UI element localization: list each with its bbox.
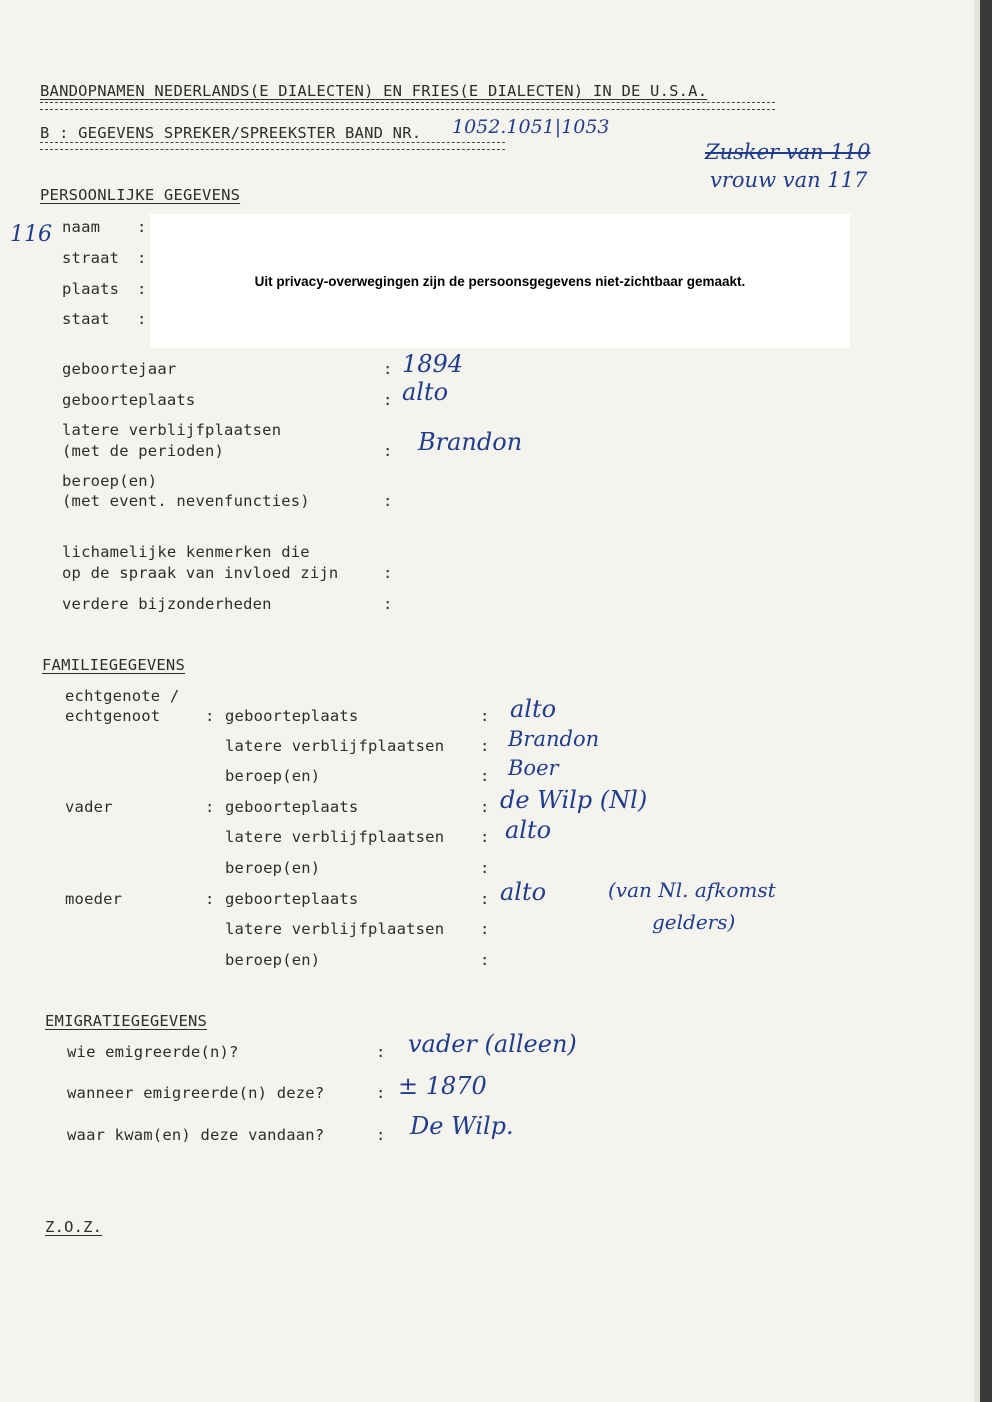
colon: : [376,1084,386,1102]
label-wanneer: wanneer emigreerde(n) deze? [67,1084,325,1102]
label-geboorteplaats: geboorteplaats [62,391,196,409]
label-vader-geboorteplaats: geboorteplaats [225,798,359,816]
colon: : [205,707,215,725]
colon: : [383,391,393,409]
label-spouse-latere: latere verblijfplaatsen [225,737,445,755]
colon: : [383,360,393,378]
title-double-rule [40,102,775,110]
subtitle-double-rule [40,142,505,150]
label-moeder: moeder [65,890,123,908]
colon: : [205,890,215,908]
colon: : [480,737,490,755]
label-spouse-beroep: beroep(en) [225,767,321,785]
label-latere-2: (met de perioden) [62,442,225,460]
value-vader-geboorteplaats: de Wilp (Nl) [500,786,648,814]
value-geboortejaar: 1894 [402,350,464,378]
colon: : [480,951,490,969]
colon: : [480,798,490,816]
form-subtitle: B : GEGEVENS SPREKER/SPREEKSTER BAND NR. [40,124,422,142]
label-naam: naam [62,218,101,236]
colon: : [480,890,490,908]
label-moeder-beroep: beroep(en) [225,951,321,969]
colon: : [480,920,490,938]
label-moeder-geboorteplaats: geboorteplaats [225,890,359,908]
label-spouse-1: echtgenote / [65,687,180,705]
value-latere: Brandon [418,428,523,456]
family-heading: FAMILIEGEGEVENS [42,656,185,674]
colon: : [383,595,393,613]
colon: : [383,564,393,582]
value-moeder-geboorteplaats: alto [500,878,547,906]
label-spouse-2: echtgenoot [65,707,161,725]
colon: : [480,767,490,785]
colon: : [383,442,393,460]
band-numbers: 1052.1051|1053 [452,116,610,138]
colon: : [376,1126,386,1144]
label-vader: vader [65,798,113,816]
colon: : [137,218,147,236]
colon: : [383,492,393,510]
value-moeder-note-1: (van Nl. afkomst [608,878,776,902]
label-waar: waar kwam(en) deze vandaan? [67,1126,325,1144]
value-spouse-geboorteplaats: alto [510,695,557,723]
struck-note: Zusker van 110 [705,140,871,164]
label-vader-beroep: beroep(en) [225,859,321,877]
top-right-note: vrouw van 117 [710,168,868,192]
zoz-label: Z.O.Z. [45,1218,103,1236]
scan-border [980,0,992,1402]
value-wie: vader (alleen) [408,1030,577,1058]
label-plaats: plaats [62,280,120,298]
label-verdere: verdere bijzonderheden [62,595,272,613]
label-moeder-latere: latere verblijfplaatsen [225,920,445,938]
value-moeder-note-2: gelders) [652,910,736,934]
privacy-notice: Uit privacy-overwegingen zijn de persoonsgegevens niet-zichtbaar gemaakt. [254,273,746,289]
value-spouse-beroep: Boer [508,756,559,780]
label-lichamelijk-1: lichamelijke kenmerken die [62,543,310,561]
value-waar: De Wilp. [410,1112,514,1140]
personal-heading: PERSOONLIJKE GEGEVENS [40,186,241,204]
label-geboortejaar: geboortejaar [62,360,177,378]
colon: : [376,1043,386,1061]
colon: : [137,310,147,328]
privacy-redaction [150,214,850,348]
label-wie: wie emigreerde(n)? [67,1043,239,1061]
label-spouse-geboorteplaats: geboorteplaats [225,707,359,725]
label-latere-1: latere verblijfplaatsen [62,421,282,439]
value-geboorteplaats: alto [402,378,449,406]
emigration-heading: EMIGRATIEGEGEVENS [45,1012,208,1030]
value-spouse-latere: Brandon [508,727,600,751]
label-lichamelijk-2: op de spraak van invloed zijn [62,564,339,582]
margin-note: 116 [10,222,52,247]
label-straat: straat [62,249,120,267]
colon: : [480,828,490,846]
label-beroep-2: (met event. nevenfuncties) [62,492,310,510]
colon: : [480,859,490,877]
value-wanneer: ± 1870 [398,1072,487,1100]
label-beroep-1: beroep(en) [62,472,158,490]
form-title: BANDOPNAMEN NEDERLANDS(E DIALECTEN) EN FRIES(E DIALECTEN) IN DE U.S.A. [40,82,708,100]
colon: : [480,707,490,725]
colon: : [205,798,215,816]
colon: : [137,280,147,298]
colon: : [137,249,147,267]
label-vader-latere: latere verblijfplaatsen [225,828,445,846]
value-vader-latere: alto [505,816,552,844]
label-staat: staat [62,310,110,328]
